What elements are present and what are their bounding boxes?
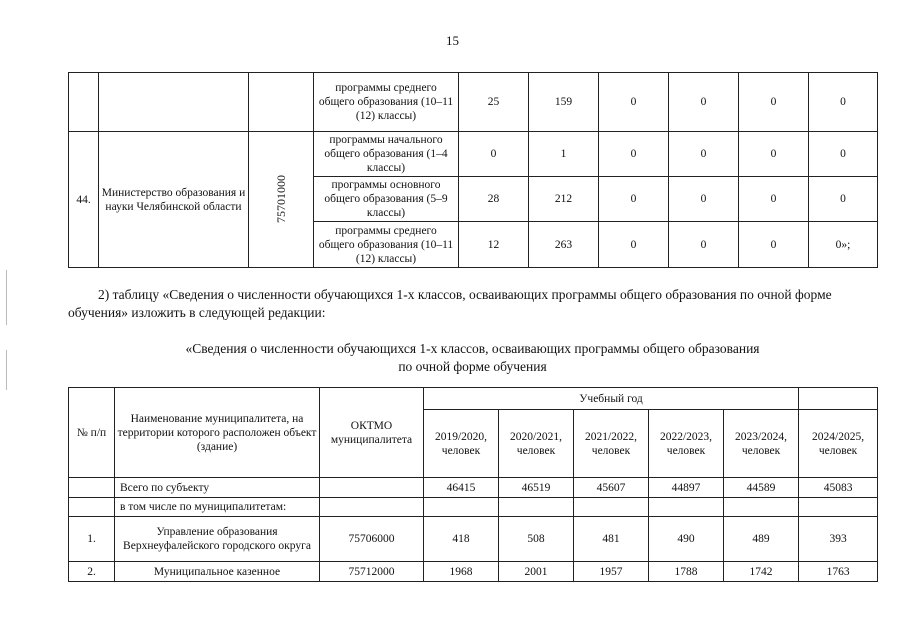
value-cell: 2001 [499, 562, 574, 582]
value-cell: 490 [649, 517, 724, 562]
value-cell: 159 [529, 73, 599, 132]
body-paragraph: 2) таблицу «Сведения о численности обучающихся 1-х классов, осваивающих программы общего образования по очной форме обучения» изложить в следующей редакции: [68, 287, 832, 320]
oktmo-cell: 75706000 [320, 517, 424, 562]
value-cell: 1788 [649, 562, 724, 582]
scan-mark [6, 350, 7, 390]
value-cell: 44897 [649, 478, 724, 498]
value-cell: 393 [799, 517, 878, 562]
table-title-line: по очной форме обучения [398, 359, 547, 374]
table-row [69, 562, 878, 582]
value-cell: 46415 [424, 478, 499, 498]
municipality-name: Муниципальное казенное [115, 562, 320, 582]
program-cell: программы среднего общего образования (10–11 (12) классы) [314, 73, 459, 132]
header-year: 2021/2022, человек [574, 410, 649, 478]
value-cell: 0 [599, 177, 669, 222]
row-number: 44. [69, 132, 99, 268]
value-cell: 0 [669, 73, 739, 132]
oktmo-vertical-text: 75701000 [274, 175, 288, 223]
header-year: 2020/2021, человек [499, 410, 574, 478]
total-label: Всего по субъекту [115, 478, 320, 498]
header-year-group: Учебный год [424, 388, 799, 410]
table-title-line: «Сведения о численности обучающихся 1-х классов, осваивающих программы общего образования [185, 341, 760, 356]
table-title [68, 340, 877, 376]
oktmo-cell: 75712000 [320, 562, 424, 582]
value-cell: 0 [739, 73, 809, 132]
value-cell: 1742 [724, 562, 799, 582]
value-cell: 481 [574, 517, 649, 562]
programs-table [68, 72, 878, 268]
header-year: 2023/2024, человек [724, 410, 799, 478]
enrollment-table [68, 387, 878, 582]
value-cell: 0 [739, 132, 809, 177]
value-cell: 1 [529, 132, 599, 177]
header-oktmo: ОКТМО муниципалитета [320, 388, 424, 478]
program-cell: программы основного общего образования (5–9 классы) [314, 177, 459, 222]
header-year: 2019/2020, человек [424, 410, 499, 478]
value-cell: 0 [669, 177, 739, 222]
value-cell: 0 [599, 132, 669, 177]
header-year: 2022/2023, человек [649, 410, 724, 478]
value-cell: 508 [499, 517, 574, 562]
row-number: 1. [69, 517, 115, 562]
value-cell: 0 [809, 132, 878, 177]
entity-name: Министерство образования и науки Челябинской области [99, 132, 249, 268]
value-cell: 0 [809, 177, 878, 222]
value-cell: 0 [599, 73, 669, 132]
value-cell: 45607 [574, 478, 649, 498]
value-cell: 46519 [499, 478, 574, 498]
value-cell: 44589 [724, 478, 799, 498]
value-cell: 0 [459, 132, 529, 177]
value-cell: 0 [669, 132, 739, 177]
total-row [69, 478, 878, 498]
subheader-label: в том числе по муниципалитетам: [115, 498, 320, 517]
value-cell: 1763 [799, 562, 878, 582]
header-num: № п/п [69, 388, 115, 478]
value-cell: 263 [529, 222, 599, 268]
value-cell: 12 [459, 222, 529, 268]
header-name: Наименование муниципалитета, на территории которого расположен объект (здание) [115, 388, 320, 478]
value-cell: 489 [724, 517, 799, 562]
table-row [69, 517, 878, 562]
value-cell: 1968 [424, 562, 499, 582]
value-cell: 0 [809, 73, 878, 132]
value-cell: 0 [739, 222, 809, 268]
value-cell: 28 [459, 177, 529, 222]
value-cell: 0 [739, 177, 809, 222]
value-cell: 45083 [799, 478, 878, 498]
scan-mark [6, 270, 7, 325]
page-number: 15 [446, 33, 459, 48]
table-row [69, 132, 878, 177]
value-cell: 212 [529, 177, 599, 222]
row-number: 2. [69, 562, 115, 582]
value-cell: 418 [424, 517, 499, 562]
subheader-row [69, 498, 878, 517]
municipality-name: Управление образования Верхнеуфалейского городского округа [115, 517, 320, 562]
header-year: 2024/2025, человек [799, 410, 878, 478]
program-cell: программы среднего общего образования (10–11 (12) классы) [314, 222, 459, 268]
program-cell: программы начального общего образования (1–4 классы) [314, 132, 459, 177]
value-cell: 0»; [809, 222, 878, 268]
value-cell: 0 [669, 222, 739, 268]
table-row [69, 73, 878, 132]
value-cell: 0 [599, 222, 669, 268]
value-cell: 25 [459, 73, 529, 132]
oktmo-cell [249, 132, 314, 268]
value-cell: 1957 [574, 562, 649, 582]
header-row [69, 388, 878, 410]
